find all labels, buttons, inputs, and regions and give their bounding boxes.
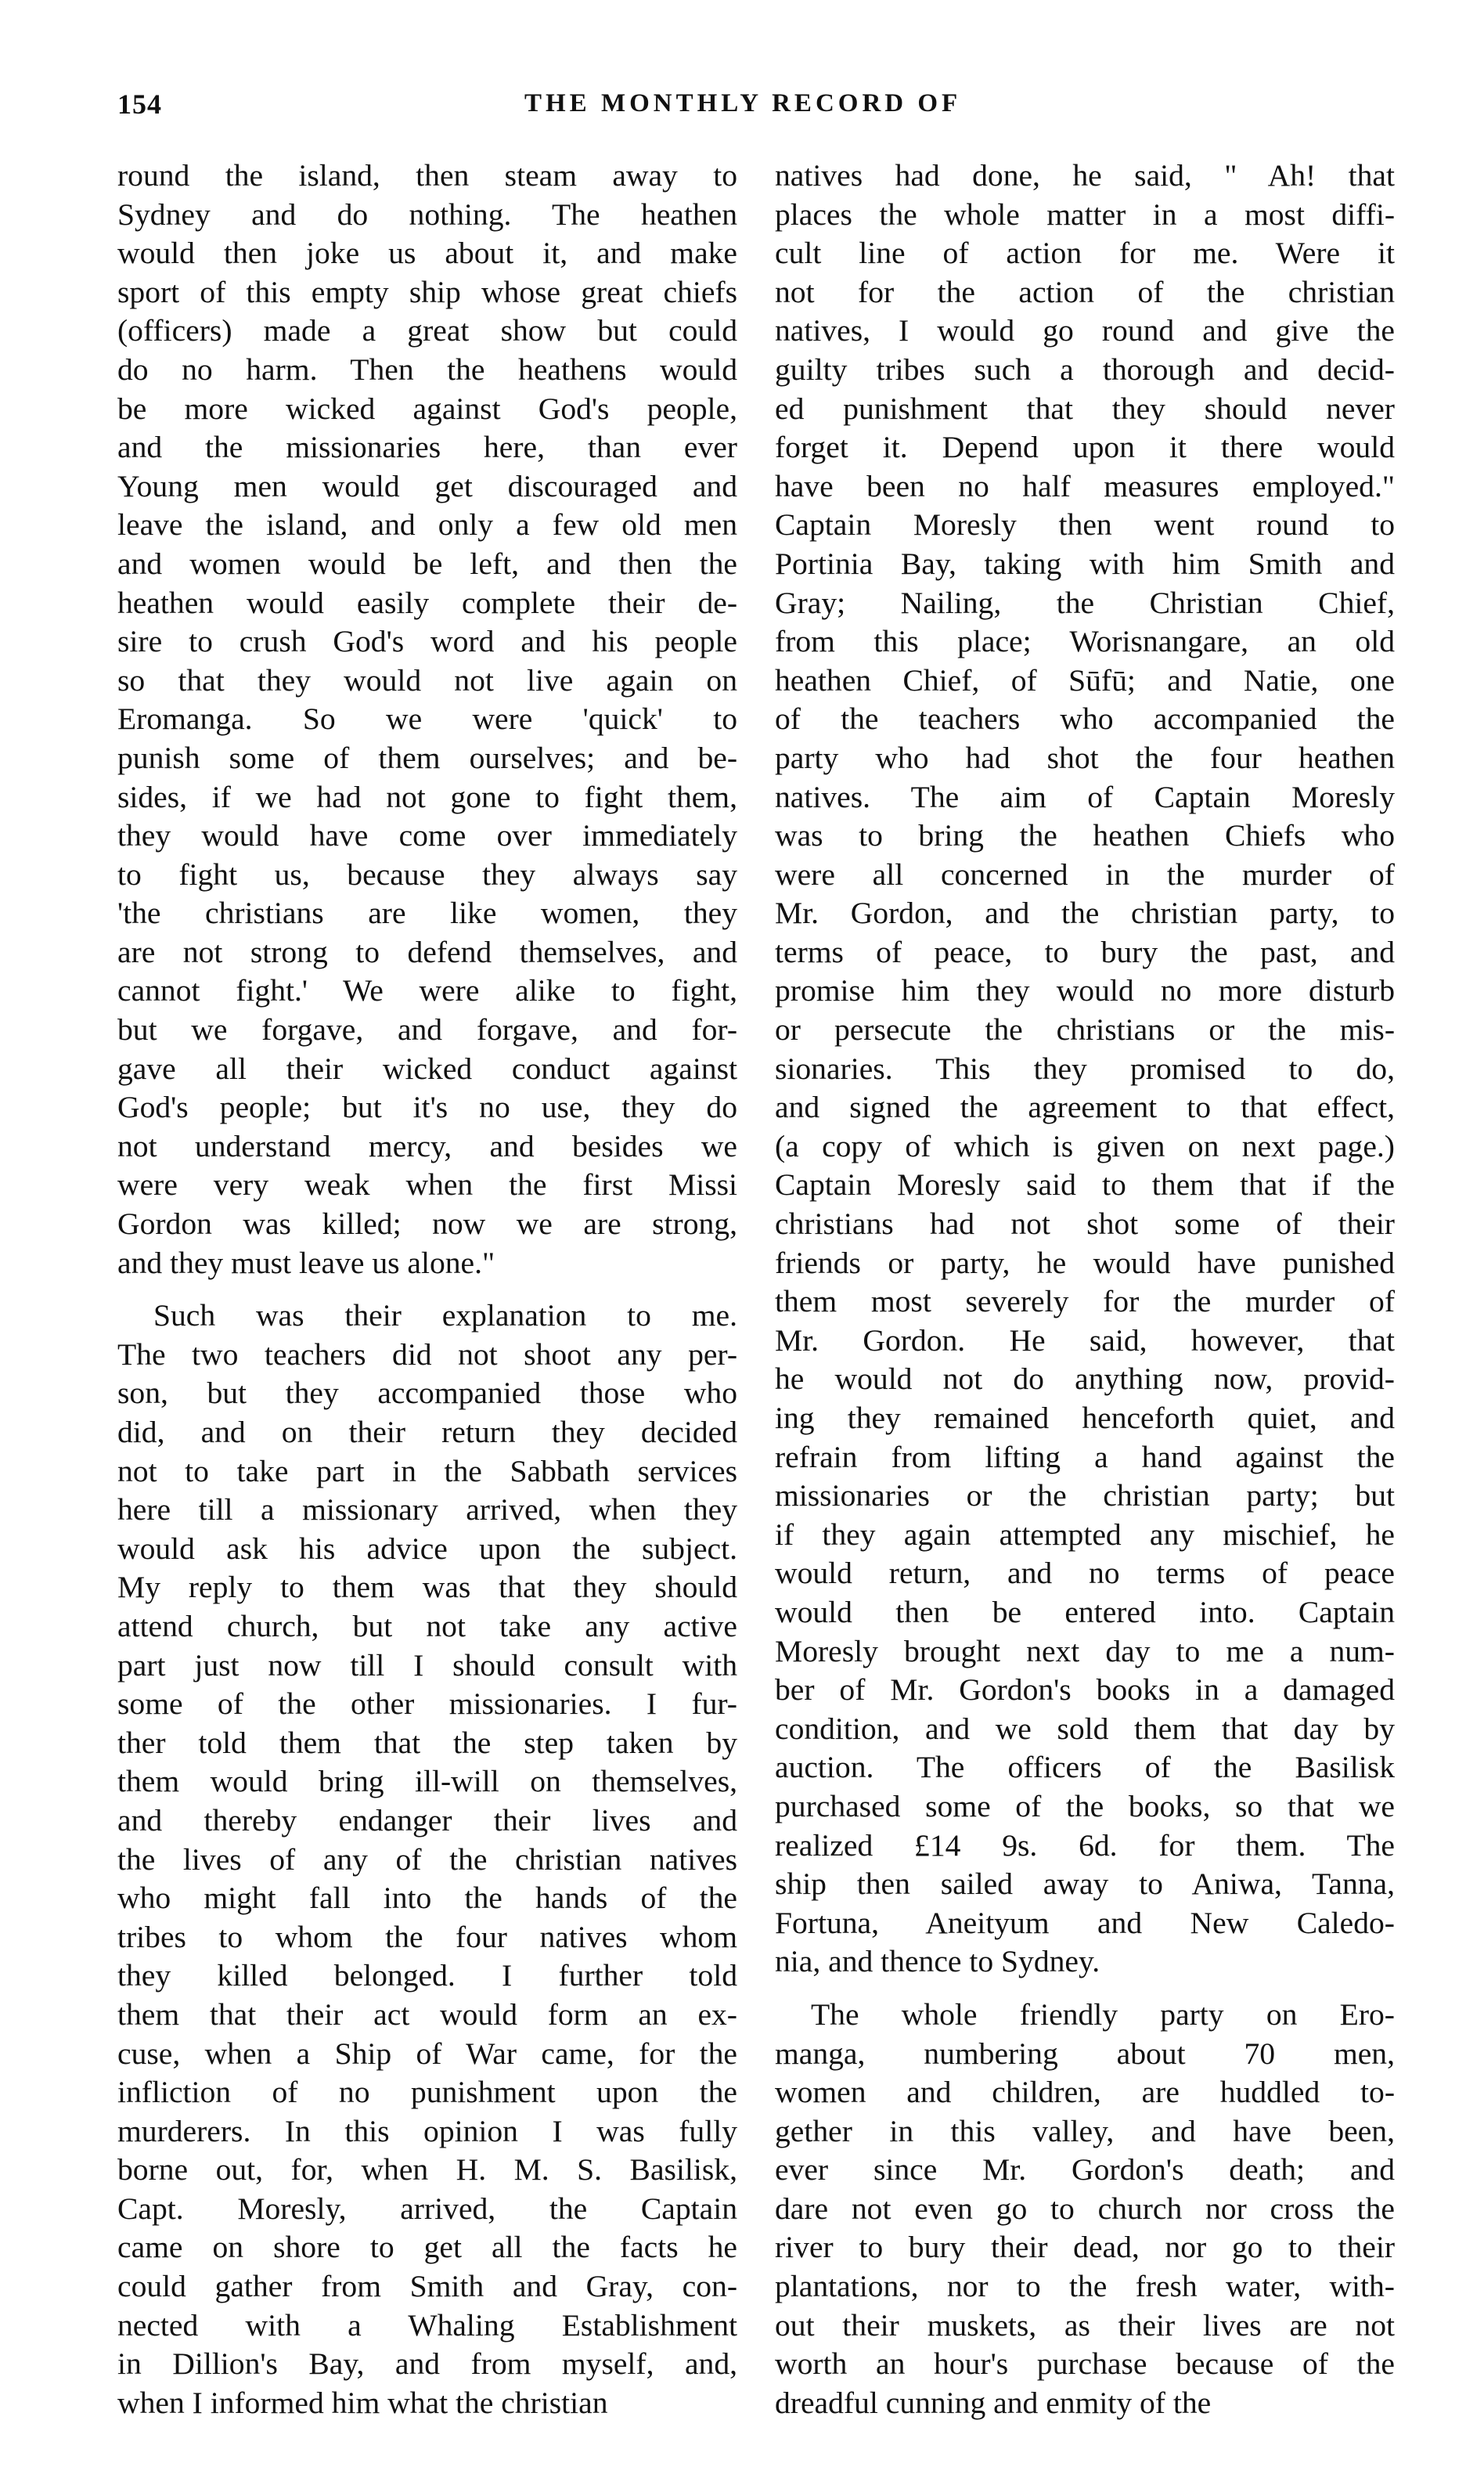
text-line: not understand mercy, and besides we bbox=[117, 1128, 737, 1163]
text-line: natives. The aim of Captain Moresly bbox=[775, 779, 1395, 814]
text-line: realized £14 9s. 6d. for them. The bbox=[775, 1827, 1395, 1863]
text-line: murderers. In this opinion I was fully bbox=[117, 2113, 737, 2148]
text-line: Captain Moresly then went round to bbox=[775, 507, 1395, 543]
text-line: (a copy of which is given on next page.) bbox=[775, 1128, 1395, 1163]
text-line: borne out, for, when H. M. S. Basilisk, bbox=[117, 2152, 737, 2187]
text-line: terms of peace, to bury the past, and bbox=[775, 934, 1395, 969]
text-line: and women would be left, and then the bbox=[117, 546, 737, 581]
text-line: manga, numbering about 70 men, bbox=[775, 2036, 1395, 2071]
text-line: gave all their wicked conduct against bbox=[117, 1051, 737, 1086]
text-line: ed punishment that they should never bbox=[775, 391, 1395, 426]
paragraph bbox=[775, 1996, 1395, 2423]
text-line: natives had done, he said, " Ah! that bbox=[775, 158, 1395, 193]
text-line: not to take part in the Sabbath services bbox=[117, 1453, 737, 1488]
text-line: cuse, when a Ship of War came, for the bbox=[117, 2036, 737, 2071]
text-line: nected with a Whaling Establishment bbox=[117, 2307, 737, 2343]
text-line: natives, I would go round and give the bbox=[775, 313, 1395, 348]
text-line: and thereby endanger their lives and bbox=[117, 1802, 737, 1838]
text-line: came on shore to get all the facts he bbox=[117, 2230, 737, 2265]
text-line: were very weak when the first Missi bbox=[117, 1167, 737, 1203]
text-line: of the teachers who accompanied the bbox=[775, 701, 1395, 737]
text-line: ever since Mr. Gordon's death; and bbox=[775, 2152, 1395, 2187]
text-line: purchased some of the books, so that we bbox=[775, 1788, 1395, 1823]
text-line: they would have come over immediately bbox=[117, 818, 737, 853]
text-line: would then joke us about it, and make bbox=[117, 236, 737, 271]
text-line: and they must leave us alone." bbox=[117, 1245, 495, 1280]
text-line: who might fall into the hands of the bbox=[117, 1881, 737, 1916]
text-line: sport of this empty ship whose great chiefs bbox=[117, 274, 737, 309]
text-line: sionaries. This they promised to do, bbox=[775, 1051, 1395, 1086]
text-line: women and children, are huddled to- bbox=[775, 2075, 1395, 2110]
text-line: forget it. Depend upon it there would bbox=[775, 430, 1395, 465]
text-line: so that they would not live again on bbox=[117, 662, 737, 698]
text-line: were all concerned in the murder of bbox=[775, 857, 1395, 892]
text-line: sire to crush God's word and his people bbox=[117, 624, 737, 659]
text-line: plantations, nor to the fresh water, with- bbox=[775, 2269, 1395, 2304]
text-line: be more wicked against God's people, bbox=[117, 391, 737, 426]
text-line: infliction of no punishment upon the bbox=[117, 2075, 737, 2110]
text-line: Gray; Nailing, the Christian Chief, bbox=[775, 585, 1395, 620]
text-line: auction. The officers of the Basilisk bbox=[775, 1750, 1395, 1785]
text-line: 'the christians are like women, they bbox=[117, 896, 737, 931]
text-line: Mr. Gordon, and the christian party, to bbox=[775, 896, 1395, 931]
text-line: part just now till I should consult with bbox=[117, 1647, 737, 1683]
text-line: guilty tribes such a thorough and decid- bbox=[775, 352, 1395, 387]
text-line: did, and on their return they decided bbox=[117, 1415, 737, 1449]
text-line: from this place; Worisnangare, an old bbox=[775, 624, 1395, 659]
text-line: friends or party, he would have punished bbox=[775, 1245, 1395, 1280]
text-line: promise him they would no more disturb bbox=[775, 973, 1395, 1008]
text-line: dare not even go to church nor cross the bbox=[775, 2191, 1395, 2226]
text-line: and signed the agreement to that effect, bbox=[775, 1090, 1395, 1125]
text-line: when I informed him what the christian bbox=[117, 2385, 608, 2420]
text-line: was to bring the heathen Chiefs who bbox=[775, 818, 1395, 853]
text-line: if they again attempted any mischief, he bbox=[775, 1517, 1395, 1552]
paragraph-gap bbox=[117, 1282, 737, 1297]
text-line: them that their act would form an ex- bbox=[117, 1996, 737, 2032]
text-line: christians had not shot some of their bbox=[775, 1206, 1395, 1242]
text-line: The two teachers did not shoot any per- bbox=[117, 1336, 737, 1372]
text-line: condition, and we sold them that day by bbox=[775, 1711, 1395, 1746]
right-column bbox=[775, 157, 1395, 2422]
text-line: worth an hour's purchase because of the bbox=[775, 2346, 1395, 2382]
text-line: they killed belonged. I further told bbox=[117, 1958, 737, 1993]
text-line: Captain Moresly said to them that if the bbox=[775, 1167, 1395, 1203]
paragraph bbox=[775, 157, 1395, 1982]
text-line: cannot fight.' We were alike to fight, bbox=[117, 973, 737, 1008]
text-line: do no harm. Then the heathens would bbox=[117, 352, 737, 387]
text-line: them would bring ill-will on themselves, bbox=[117, 1764, 737, 1799]
paragraph bbox=[117, 157, 737, 1282]
text-line: some of the other missionaries. I fur- bbox=[117, 1686, 737, 1722]
text-line: but we forgave, and forgave, and for- bbox=[117, 1012, 737, 1048]
text-line: Such was their explanation to me. bbox=[153, 1298, 737, 1333]
text-line: the lives of any of the christian natives bbox=[117, 1841, 737, 1877]
text-line: ther told them that the step taken by bbox=[117, 1725, 737, 1760]
text-line: would ask his advice upon the subject. bbox=[117, 1531, 737, 1566]
page-number: 154 bbox=[117, 88, 162, 120]
text-line: here till a missionary arrived, when they bbox=[117, 1492, 737, 1527]
text-line: are not strong to defend themselves, and bbox=[117, 934, 737, 969]
text-line: in Dillion's Bay, and from myself, and, bbox=[117, 2346, 737, 2382]
text-line: heathen would easily complete their de- bbox=[117, 585, 737, 620]
text-line: leave the island, and only a few old men bbox=[117, 507, 737, 543]
text-line: missionaries or the christian party; but bbox=[775, 1478, 1395, 1513]
text-line: (officers) made a great show but could bbox=[117, 313, 737, 348]
text-line: would then be entered into. Captain bbox=[775, 1594, 1395, 1629]
text-line: Mr. Gordon. He said, however, that bbox=[775, 1322, 1395, 1358]
text-line: Moresly brought next day to me a num- bbox=[775, 1633, 1395, 1668]
text-line: could gather from Smith and Gray, con- bbox=[117, 2269, 737, 2304]
paragraph-gap bbox=[775, 1982, 1395, 1996]
text-line: son, but they accompanied those who bbox=[117, 1376, 737, 1411]
text-line: nia, and thence to Sydney. bbox=[775, 1944, 1100, 1979]
paragraph bbox=[117, 1297, 737, 2422]
text-line: out their muskets, as their lives are not bbox=[775, 2307, 1395, 2343]
text-line: or persecute the christians or the mis- bbox=[775, 1012, 1395, 1048]
text-line: to fight us, because they always say bbox=[117, 857, 737, 892]
text-line: Fortuna, Aneityum and New Caledo- bbox=[775, 1905, 1395, 1940]
text-line: them most severely for the murder of bbox=[775, 1284, 1395, 1319]
text-line: sides, if we had not gone to fight them, bbox=[117, 779, 737, 814]
text-line: tribes to whom the four natives whom bbox=[117, 1919, 737, 1954]
text-line: river to bury their dead, nor go to their bbox=[775, 2230, 1395, 2265]
text-line: heathen Chief, of Sūfū; and Natie, one bbox=[775, 662, 1395, 698]
text-line: would return, and no terms of peace bbox=[775, 1556, 1395, 1591]
text-line: round the island, then steam away to bbox=[117, 158, 737, 193]
text-line: not for the action of the christian bbox=[775, 274, 1395, 309]
left-column bbox=[117, 157, 737, 2422]
text-line: he would not do anything now, provid- bbox=[775, 1362, 1395, 1397]
running-title: THE MONTHLY RECORD OF bbox=[524, 89, 962, 117]
text-line: God's people; but it's no use, they do bbox=[117, 1090, 737, 1125]
text-line: My reply to them was that they should bbox=[117, 1570, 737, 1605]
text-line: Young men would get discouraged and bbox=[117, 468, 737, 503]
text-line: party who had shot the four heathen bbox=[775, 740, 1395, 775]
text-line: places the whole matter in a most diffi- bbox=[775, 197, 1395, 232]
text-line: ber of Mr. Gordon's books in a damaged bbox=[775, 1672, 1395, 1708]
text-line: punish some of them ourselves; and be- bbox=[117, 740, 737, 775]
text-line: ship then sailed away to Aniwa, Tanna, bbox=[775, 1866, 1395, 1902]
text-line: Capt. Moresly, arrived, the Captain bbox=[117, 2191, 737, 2226]
text-line: cult line of action for me. Were it bbox=[775, 236, 1395, 271]
text-line: Gordon was killed; now we are strong, bbox=[117, 1206, 737, 1242]
page-header bbox=[117, 88, 1378, 138]
text-line: have been no half measures employed." bbox=[775, 468, 1395, 503]
text-line: ing they remained henceforth quiet, and bbox=[775, 1401, 1395, 1435]
text-line: Portinia Bay, taking with him Smith and bbox=[775, 546, 1395, 581]
text-line: gether in this valley, and have been, bbox=[775, 2113, 1395, 2148]
text-line: The whole friendly party on Ero- bbox=[811, 1996, 1395, 2032]
text-line: attend church, but not take any active bbox=[117, 1608, 737, 1643]
text-line: Eromanga. So we were 'quick' to bbox=[117, 701, 737, 737]
text-line: refrain from lifting a hand against the bbox=[775, 1439, 1395, 1474]
text-line: Sydney and do nothing. The heathen bbox=[117, 197, 737, 232]
text-line: and the missionaries here, than ever bbox=[117, 430, 737, 465]
text-line: dreadful cunning and enmity of the bbox=[775, 2385, 1212, 2420]
